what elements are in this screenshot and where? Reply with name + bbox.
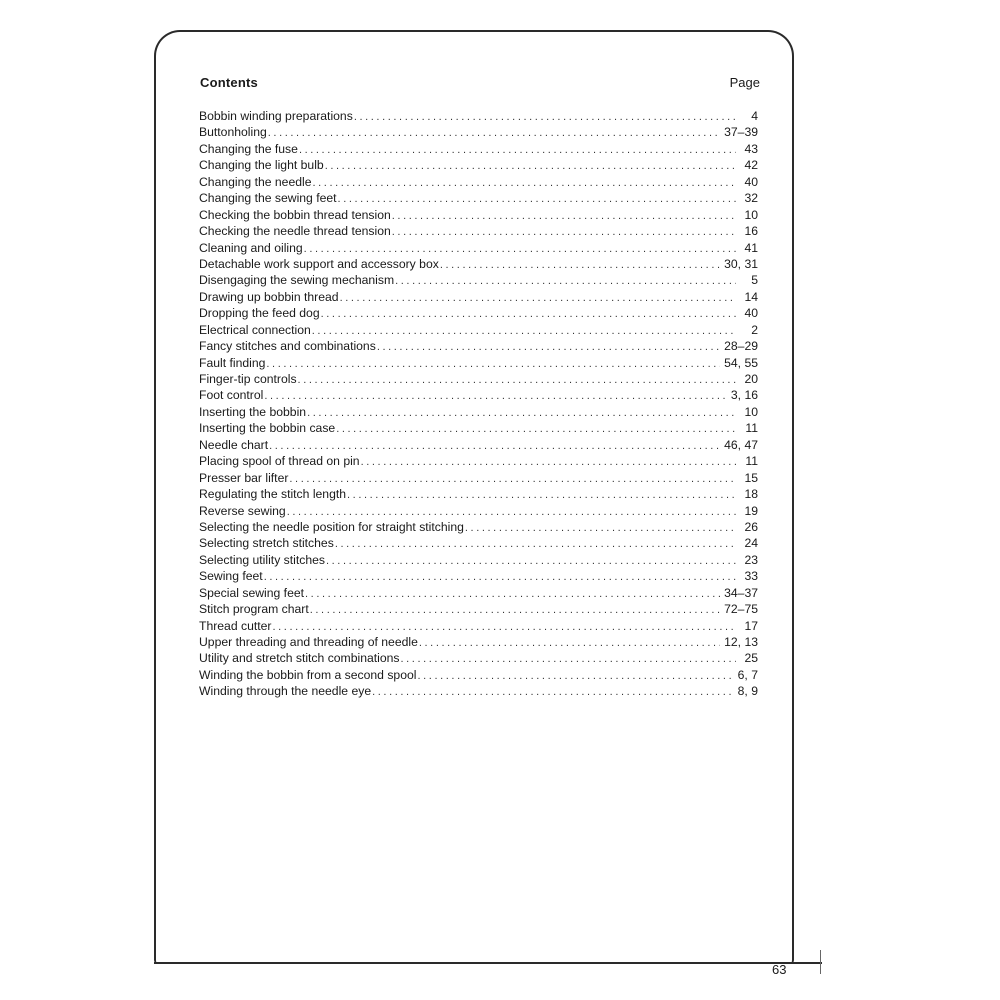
toc-entry-label: Changing the sewing feet <box>199 191 337 206</box>
dot-leader <box>313 175 737 190</box>
dot-leader <box>268 125 720 140</box>
toc-entry-page: 40 <box>744 174 758 189</box>
toc-entry-label: Checking the needle thread tension <box>199 224 391 239</box>
toc-entry-page: 11 <box>745 454 758 469</box>
toc-entry <box>199 272 758 288</box>
toc-entry-page: 40 <box>744 306 758 321</box>
dot-leader <box>264 388 727 403</box>
toc-entry <box>199 650 758 666</box>
toc-entry-page: 3, 16 <box>730 388 758 403</box>
toc-entry <box>199 141 758 157</box>
dot-leader <box>325 158 736 173</box>
toc-entry-label: Reverse sewing <box>199 503 286 518</box>
toc-entry <box>199 535 758 551</box>
dot-leader <box>298 372 736 387</box>
dot-leader <box>264 569 736 584</box>
dot-leader <box>287 504 736 519</box>
toc-entry-page: 54, 55 <box>724 355 758 370</box>
contents-title: Contents <box>200 75 258 90</box>
toc-entry-page: 11 <box>745 421 758 436</box>
toc-entry-page: 19 <box>744 503 758 518</box>
toc-entry-page: 12, 13 <box>724 635 758 649</box>
dot-leader <box>354 109 736 124</box>
toc-entry-label: Thread cutter <box>199 618 272 633</box>
dot-leader <box>395 273 736 288</box>
toc-entry-label: Needle chart <box>199 437 269 452</box>
toc-entry-page: 41 <box>744 240 758 255</box>
toc-entry-page: 15 <box>744 470 758 485</box>
toc-entry-label: Checking the bobbin thread tension <box>199 207 391 222</box>
toc-entry-label: Fancy stitches and combinations <box>199 339 376 354</box>
margin-tick <box>820 950 821 974</box>
toc-entry <box>199 519 758 535</box>
toc-entry <box>199 503 758 519</box>
toc-entry-page: 17 <box>744 618 758 633</box>
toc-entry <box>199 470 758 486</box>
toc-entry-label: Inserting the bobbin case <box>199 421 336 436</box>
toc-entry <box>199 552 758 568</box>
toc-entry-label: Selecting utility stitches <box>199 552 325 567</box>
toc-entry-page: 16 <box>744 224 758 239</box>
dot-leader <box>266 356 720 371</box>
toc-entry-page: 4 <box>751 109 758 123</box>
toc-entry <box>199 404 758 420</box>
toc-entry-label: Buttonholing <box>199 125 267 140</box>
toc-entry <box>199 338 758 354</box>
toc-entry-page: 72–75 <box>724 602 758 617</box>
toc-entry-page: 34–37 <box>724 585 758 600</box>
toc-entry <box>199 683 758 699</box>
toc-entry-label: Bobbin winding preparations <box>199 109 353 123</box>
toc-entry-label: Stitch program chart <box>199 602 309 617</box>
toc-entry <box>199 174 758 190</box>
page-bottom-rule <box>154 962 822 964</box>
toc-entry-page: 8, 9 <box>737 684 758 699</box>
toc-entry <box>199 289 758 305</box>
toc-entry <box>199 568 758 584</box>
toc-entry <box>199 355 758 371</box>
dot-leader <box>310 602 720 617</box>
toc-entry-page: 28–29 <box>724 339 758 354</box>
table-of-contents <box>199 108 758 700</box>
toc-entry <box>199 371 758 387</box>
toc-entry-label: Changing the fuse <box>199 141 298 156</box>
toc-entry <box>199 486 758 502</box>
toc-entry-label: Detachable work support and accessory box <box>199 256 439 271</box>
toc-entry <box>199 322 758 338</box>
toc-entry <box>199 420 758 436</box>
toc-entry-page: 26 <box>744 519 758 534</box>
toc-entry-label: Presser bar lifter <box>199 470 289 485</box>
toc-entry-label: Cleaning and oiling <box>199 240 303 255</box>
toc-entry <box>199 453 758 469</box>
toc-entry-page: 5 <box>751 273 758 288</box>
toc-entry-label: Winding the bobbin from a second spool <box>199 667 417 682</box>
toc-entry-page: 25 <box>744 651 758 666</box>
toc-entry-label: Disengaging the sewing mechanism <box>199 273 395 288</box>
dot-leader <box>377 339 720 354</box>
toc-entry-page: 18 <box>744 487 758 502</box>
toc-entry-page: 30, 31 <box>724 256 758 271</box>
page-number: 63 <box>772 962 787 977</box>
toc-entry-label: Regulating the stitch length <box>199 487 347 502</box>
toc-entry-page: 46, 47 <box>724 437 758 452</box>
toc-entry <box>199 157 758 173</box>
dot-leader <box>392 208 736 223</box>
dot-leader <box>440 257 720 272</box>
dot-leader <box>336 421 736 436</box>
dot-leader <box>326 553 736 568</box>
dot-leader <box>307 405 736 420</box>
dot-leader <box>304 241 736 256</box>
toc-entry <box>199 601 758 617</box>
toc-entry <box>199 618 758 634</box>
toc-entry <box>199 223 758 239</box>
toc-entry-page: 10 <box>744 207 758 222</box>
toc-entry-page: 20 <box>744 372 758 386</box>
toc-entry-label: Sewing feet <box>199 569 263 584</box>
toc-entry <box>199 207 758 223</box>
toc-entry <box>199 190 758 206</box>
dot-leader <box>419 635 720 650</box>
dot-leader <box>417 668 733 683</box>
dot-leader <box>340 290 736 305</box>
toc-entry-label: Dropping the feed dog <box>199 306 320 321</box>
toc-entry <box>199 240 758 256</box>
toc-entry-label: Winding through the needle eye <box>199 684 372 699</box>
toc-entry-label: Inserting the bobbin <box>199 404 307 419</box>
toc-entry <box>199 437 758 453</box>
toc-entry-page: 14 <box>744 289 758 304</box>
toc-entry-page: 42 <box>744 158 758 173</box>
dot-leader <box>347 487 736 502</box>
toc-entry-label: Selecting the needle position for straight stitching <box>199 519 464 534</box>
dot-leader <box>361 454 736 469</box>
dot-leader <box>392 224 736 239</box>
dot-leader <box>289 471 736 486</box>
toc-entry-label: Drawing up bobbin thread <box>199 289 339 304</box>
toc-entry-page: 2 <box>751 322 758 337</box>
toc-entry-label: Utility and stretch stitch combinations <box>199 651 400 666</box>
toc-entry-page: 10 <box>744 404 758 419</box>
toc-entry-page: 33 <box>744 569 758 584</box>
dot-leader <box>372 684 734 699</box>
toc-entry-label: Electrical connection <box>199 322 311 337</box>
toc-entry-page: 37–39 <box>724 125 758 140</box>
toc-entry <box>199 108 758 124</box>
toc-entry-page: 32 <box>744 191 758 206</box>
dot-leader <box>401 651 737 666</box>
toc-entry-label: Upper threading and threading of needle <box>199 635 418 649</box>
toc-entry-label: Changing the needle <box>199 174 312 189</box>
toc-entry-page: 23 <box>744 552 758 567</box>
dot-leader <box>305 586 720 601</box>
toc-entry <box>199 585 758 601</box>
dot-leader <box>299 142 736 157</box>
toc-entry <box>199 634 758 650</box>
toc-entry-label: Special sewing feet <box>199 585 305 600</box>
toc-entry-label: Changing the light bulb <box>199 158 324 173</box>
toc-entry-page: 43 <box>744 141 758 156</box>
dot-leader <box>465 520 736 535</box>
toc-entry-label: Finger-tip controls <box>199 372 297 386</box>
toc-entry <box>199 387 758 403</box>
toc-entry-label: Selecting stretch stitches <box>199 536 334 551</box>
toc-entry-page: 6, 7 <box>737 667 758 682</box>
toc-entry <box>199 124 758 140</box>
toc-entry <box>199 256 758 272</box>
dot-leader <box>321 306 736 321</box>
toc-entry <box>199 305 758 321</box>
dot-leader <box>338 191 736 206</box>
dot-leader <box>335 536 736 551</box>
dot-leader <box>272 619 736 634</box>
dot-leader <box>269 438 720 453</box>
toc-entry-page: 24 <box>744 536 758 551</box>
toc-entry-label: Foot control <box>199 388 264 403</box>
contents-header <box>200 75 760 95</box>
toc-entry-label: Fault finding <box>199 355 266 370</box>
toc-entry <box>199 667 758 683</box>
page-column-label: Page <box>729 75 760 90</box>
dot-leader <box>312 323 736 338</box>
toc-entry-label: Placing spool of thread on pin <box>199 454 360 469</box>
